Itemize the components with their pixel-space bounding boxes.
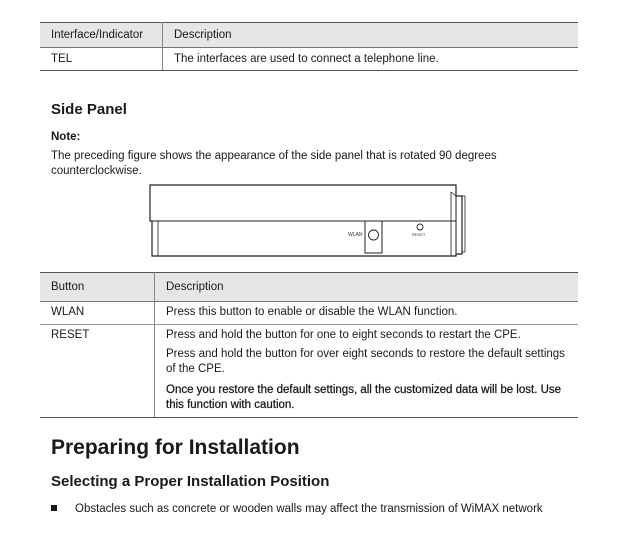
column-header: Button bbox=[40, 273, 155, 302]
side-panel-figure bbox=[148, 184, 470, 258]
interface-table bbox=[40, 22, 578, 71]
warning-text: Once you restore the default settings, all the customized data will be lost. Use this function with caution. bbox=[166, 384, 562, 411]
column-header: Interface/Indicator bbox=[40, 23, 163, 48]
table-cell: RESET bbox=[40, 325, 155, 418]
column-header: Description bbox=[155, 273, 579, 302]
table-cell: The interfaces are used to connect a telephone line. bbox=[163, 48, 579, 71]
bullet-text: Obstacles such as concrete or wooden walls may affect the transmission of WiMAX network bbox=[75, 503, 543, 515]
reset-hole-shape bbox=[417, 224, 423, 230]
table-row bbox=[40, 302, 578, 325]
table-row bbox=[40, 48, 578, 71]
table-cell: TEL bbox=[40, 48, 163, 71]
table-header-row bbox=[40, 273, 578, 302]
bullet-square-icon bbox=[51, 505, 57, 511]
bullet-item bbox=[51, 503, 543, 515]
note-label: Note: bbox=[51, 131, 81, 143]
description-line: Press this button to enable or disable the WLAN function. bbox=[166, 306, 458, 318]
description-line: Press and hold the button for one to eight seconds to restart the CPE. bbox=[166, 329, 521, 341]
reset-label: RESET bbox=[412, 232, 426, 237]
section-heading: Selecting a Proper Installation Position bbox=[51, 473, 330, 490]
note-text: The preceding figure shows the appearance of the side panel that is rotated 90 degrees counterclockwise. bbox=[51, 150, 497, 177]
column-header: Description bbox=[163, 23, 579, 48]
table-cell: WLAN bbox=[40, 302, 155, 325]
description-line: Press and hold the button for over eight seconds to restore the default settings of the CPE. bbox=[166, 348, 565, 375]
table-cell bbox=[155, 325, 579, 418]
button-table bbox=[40, 272, 578, 418]
table-header-row bbox=[40, 23, 578, 48]
table-row bbox=[40, 325, 578, 418]
wlan-label: WLAN bbox=[348, 232, 363, 238]
chapter-heading: Preparing for Installation bbox=[51, 436, 300, 459]
section-heading: Side Panel bbox=[51, 101, 127, 118]
table-cell bbox=[155, 302, 579, 325]
